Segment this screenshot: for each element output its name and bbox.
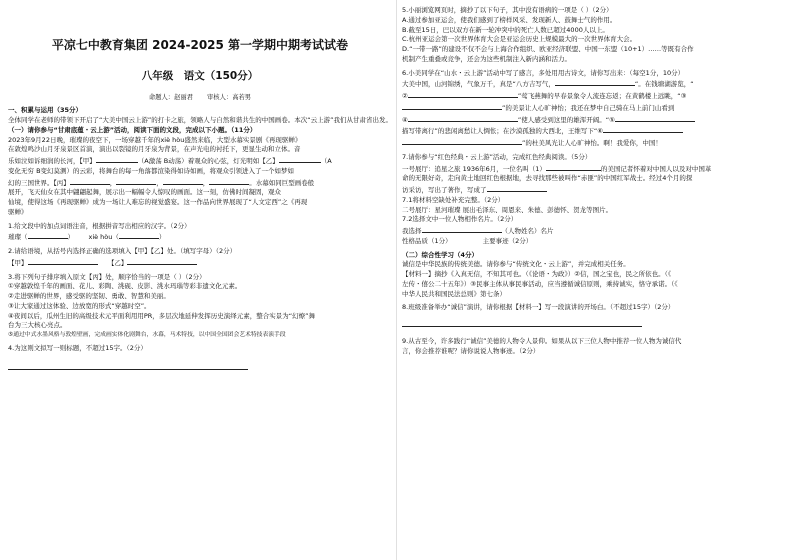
q6-text: ”使人感受到这里的雄浑开阔。“⑤ (517, 115, 615, 124)
material-line: 左传・僖公二十五年》）③民事主体从事民事活动，应当遵循诚信原则，乘持诚实，恪守承诺。（《 (402, 279, 678, 288)
q1-blank-a[interactable] (28, 231, 68, 239)
q7-card-line (402, 225, 786, 237)
q5-option: 机制产生重叠或竞争，还会为这些机制注入新内涵和活力。 (402, 54, 571, 63)
section-heading: 一、积累与运用（35分） (8, 106, 83, 115)
q6-text: 描写带离行”的悲闲离愁让人惆怅；在沙漠孤独的大西北，王维写下“⑥ (402, 127, 604, 136)
exam-subtitle: 八年级 语文（150分） (141, 70, 259, 83)
question-9-cont: 言，你会推荐谁呢？请你说说人物事迹。（2分） (402, 346, 540, 355)
q6-blank[interactable] (555, 78, 635, 86)
q6-text: ”的美景让人心旷神怡；我还在梦中自己骑在马上前门山看到 (502, 103, 675, 112)
passage-line: 在敦煌鸣沙山月牙泉景区首演，演出以裂镜的月牙泉为背景，在声光电的衬托下，更显生动和立体。音 (8, 145, 301, 154)
q1-paren: ） (158, 233, 166, 242)
author-text: 命题人：赵丽君 (148, 93, 193, 101)
passage-line: 驱蝉》 (8, 207, 28, 216)
passage-text: （A (320, 157, 332, 166)
material-line: 【材料一】摘抄《入真无信，不知其可也。（《论语・为政》）②信，国之宝也，民之所依也。（《 (402, 270, 672, 278)
reviewer-text: 审核人：高若男 (207, 93, 252, 101)
q6-blank[interactable] (402, 102, 502, 110)
right-column (402, 0, 786, 357)
blank-yi[interactable] (279, 155, 321, 163)
q3-item: ①穿越敦煌千年的画面、花儿、彩陶、洮砚、皮影、洮水玛瑙等彩非遗文化元素。 (8, 282, 242, 291)
q2-yi-blank[interactable] (127, 257, 197, 265)
blank-bing[interactable] (116, 177, 156, 185)
q7-text: 一号展厅：追星之旅 1936年6月，一位名叫（1） (402, 164, 546, 173)
passage-line: 幻的三国世界。【丙】 ， ， ， 。水幕如同巨型画卷般 (8, 178, 315, 187)
q6-text: ④ (402, 115, 408, 124)
question-2: 2.请给语境，从括号内选择正确的选项填入【甲】【乙】处。（填写字母）（2分） (8, 247, 237, 256)
q6-line (402, 78, 786, 90)
q7-card-text: 性格品质（1分） (402, 236, 452, 245)
q3-item: ③让大家通过这体验、边放宽的形式“穿越时空”。 (8, 301, 151, 310)
passage-text: 。水幕如同巨型画卷般 (249, 178, 315, 187)
q3-item: ⑤通过中式水墨风格与敦煌壁画，完成画实体化剧舞台，水幕，马术特技，以中国全国团会艺术特技表演手段 (8, 332, 286, 339)
question-1: 1.给文段中的加点词语注音，根据拼音写出相应的汉字。（2分） (8, 221, 191, 230)
material-line: 中华人民共和国民法总则》第七条） (402, 289, 506, 298)
q7-card-line (402, 237, 786, 247)
q7-line (402, 184, 786, 196)
q6-line (402, 102, 786, 114)
q6-line: ② ”莺飞燕舞的早春景象令人流连忘返；在黄鹤楼上远眺，“③ (402, 92, 687, 100)
q1-word-b: xiè hòu（ (88, 233, 119, 242)
column-divider (396, 0, 397, 560)
question-6: 6.小美同学在“山水・云上游”活动中写了感言，多处用用古诗文，请你写出来：（每空1分，10分） (402, 68, 685, 77)
q5-option: C.杭州亚运会第一次世界体育大会是亚运会历史上规模最大的一次世界体育大会。 (402, 35, 637, 44)
q7-line (402, 163, 786, 175)
question-3: 3.将下列句子排序填入原文【丙】处，顺序恰当的一项是（ ）（2分） (8, 272, 206, 281)
q7-blank[interactable] (546, 163, 601, 171)
q7-card-text: （人物姓名）名片 (501, 227, 554, 235)
q3-item: 台为三大核心亮点。 (8, 321, 67, 330)
question-9: 9.从古至今，许多践行“诚信”美德的人物令人景仰。如果从以下三位人物中推荐一位人物为诚信代 (402, 337, 682, 345)
q7-text: 访采访，写出了著作，写成了 (402, 186, 487, 194)
q6-text: 大美中国，山河锦绣，气象万千，真是“八方吉写气， (402, 80, 555, 89)
q6-blank[interactable] (615, 114, 695, 122)
passage-line: 展开，飞天仙女在其中翩翩起舞，展示出一幅幅令人惊叹的画面。这一刻，仿佛时间凝固，观众 (8, 188, 281, 197)
q6-line (402, 125, 786, 137)
q5-option: B.截至15日，巴以双方在新一轮冲突中的死亡人数已超过4000人以上。 (402, 25, 609, 34)
q3-item: ④夜间以后，瓜州生旧的高级技术元平面利用用PR，多层次地延伸发挥历史演绎元素，整合实景为“幻燎”舞 (8, 311, 315, 320)
blank-bing[interactable] (70, 177, 110, 185)
q6-line (402, 114, 786, 126)
q5-option: D.“一带一路”的建设不仅不会与上海合作组织、欧亚经济联盟、中国一东盟（10+1）……等既有合作 (402, 45, 694, 53)
question-4: 4.为这则文拟写一则标题，不超过15字。（2分） (8, 343, 147, 352)
intro-paragraph: 全体同学在老师的带领下开启了“大美中国云上游”的打卡之旅，领略人与自然和谐共生的中国画卷。本次“云上游”我们从甘肃省出发。 (8, 116, 392, 125)
task2-intro: 诚信是中华民族的传统美德。请你参与“传统文化・云上游”，并完成相关任务。 (402, 260, 630, 269)
q1-blank-b[interactable] (119, 231, 159, 239)
q1-paren: ） (67, 233, 74, 242)
blank-bing[interactable] (163, 177, 203, 185)
question-8: 8.班级准备举办“诚信”演讲，请你根据【材料一】写一段演讲的开场白。（不超过15字）（2分） (402, 303, 675, 312)
blank-jia[interactable] (96, 155, 138, 163)
passage-line (8, 155, 392, 167)
q6-text: ”的杜美风光让人心旷神怡。啊！我爱你，中国！ (522, 139, 662, 147)
q7-text: 的美国记者怀着对中国人以及对中国革 (600, 164, 712, 173)
q7-blank[interactable] (487, 184, 547, 192)
q6-line (402, 137, 786, 149)
q7-hall2: 二号展厅：星河璀璨 展出毛泽东、周恩来、朱德、彭德怀、贺龙等图片。 (402, 205, 613, 214)
passage-line: 2023年9月22日晚，璀璨的夜空下，一场穿越千年的xiè hòu盛然来临，大型水幕实景剧《再现驱蝉》 (8, 135, 302, 144)
q2-answer-line (8, 257, 392, 269)
q6-blank[interactable] (603, 125, 683, 133)
passage-text: （A激荡 B动荡）着观众的心弦，灯光明如【乙】 (137, 157, 279, 166)
q5-option: A.通过参加亚运会，使我们感到了榜样风采、发现新人、鼓舞士气的作用。 (402, 15, 617, 24)
blank-bing[interactable] (209, 177, 249, 185)
q3-item: ②走进驱蝉的世界，感受驱的坚韧、勇敢、智慧和美丽。 (8, 292, 170, 301)
passage-line: 仙境，使得这场《再现驱蝉》成为一场让人难忘的视觉盛宴。这一作品向世界展现了“人文定西”之《再现 (8, 198, 308, 207)
q7-card-blank[interactable] (422, 225, 502, 233)
passage-text: 乐如泣如诉细润的长河，【甲】 (8, 157, 96, 166)
q4-answer-line[interactable] (8, 360, 248, 370)
q7-card-text: 主要事迹（2分） (482, 236, 533, 245)
q1-answer-line (8, 231, 392, 243)
q6-text: “。在钱塘湖游览，“ (634, 80, 694, 89)
question-7-2: 7.2选择文中一位人物相作名片。（2分） (402, 215, 518, 224)
q2-jia-label: 【甲】 (8, 258, 28, 267)
q7-line: 命的无限好奇，走向黄土地回红色根据地，去寻找那些被叫作“赤匪”的中国红军战士。经过4个月的探 (402, 174, 693, 183)
passage-text: 幻的三国世界。【丙】 (8, 178, 70, 187)
exam-title: 平凉七中教育集团 2024-2025 第一学期中期考试试卷 (51, 38, 349, 52)
q2-jia-blank[interactable] (28, 257, 98, 265)
passage-line: 变化无穷 B变幻莫测）的云彩，将舞台的每一角落都渲染得如诗如画，将观众引领进入了一个如梦如 (8, 166, 295, 175)
q2-yi-label: 【乙】 (107, 258, 128, 267)
q1-word-a: 璀璨（ (8, 233, 28, 242)
task1-heading: （一）请你参与“甘肃底蕴・云上游”活动，阅读下面的文段，完成以下小题。（11分） (8, 125, 257, 134)
q8-answer-line[interactable] (402, 317, 642, 327)
question-7: 7.请你参与“红色经典・云上游”活动，完成红色经典阅读。（5分） (402, 152, 592, 161)
q6-text: ”莺飞燕舞的早春景象令人流连忘返；在黄鹤楼上远眺，“③ (517, 92, 687, 100)
question-5: 5.小丽浏览网页时，摘抄了以下句子，其中没有语病的一项是（ ）（2分） (402, 6, 613, 14)
q6-blank[interactable] (408, 114, 518, 122)
q6-blank[interactable] (408, 90, 518, 98)
left-column (8, 0, 392, 370)
q7-card-text: 我选择 (402, 227, 422, 235)
task2-heading: （二）综合性学习（4分） (402, 250, 479, 259)
question-7-1: 7.1将材料空缺处补充完整。（2分） (402, 195, 505, 204)
authors-line (8, 93, 392, 102)
q6-blank[interactable] (402, 137, 522, 145)
